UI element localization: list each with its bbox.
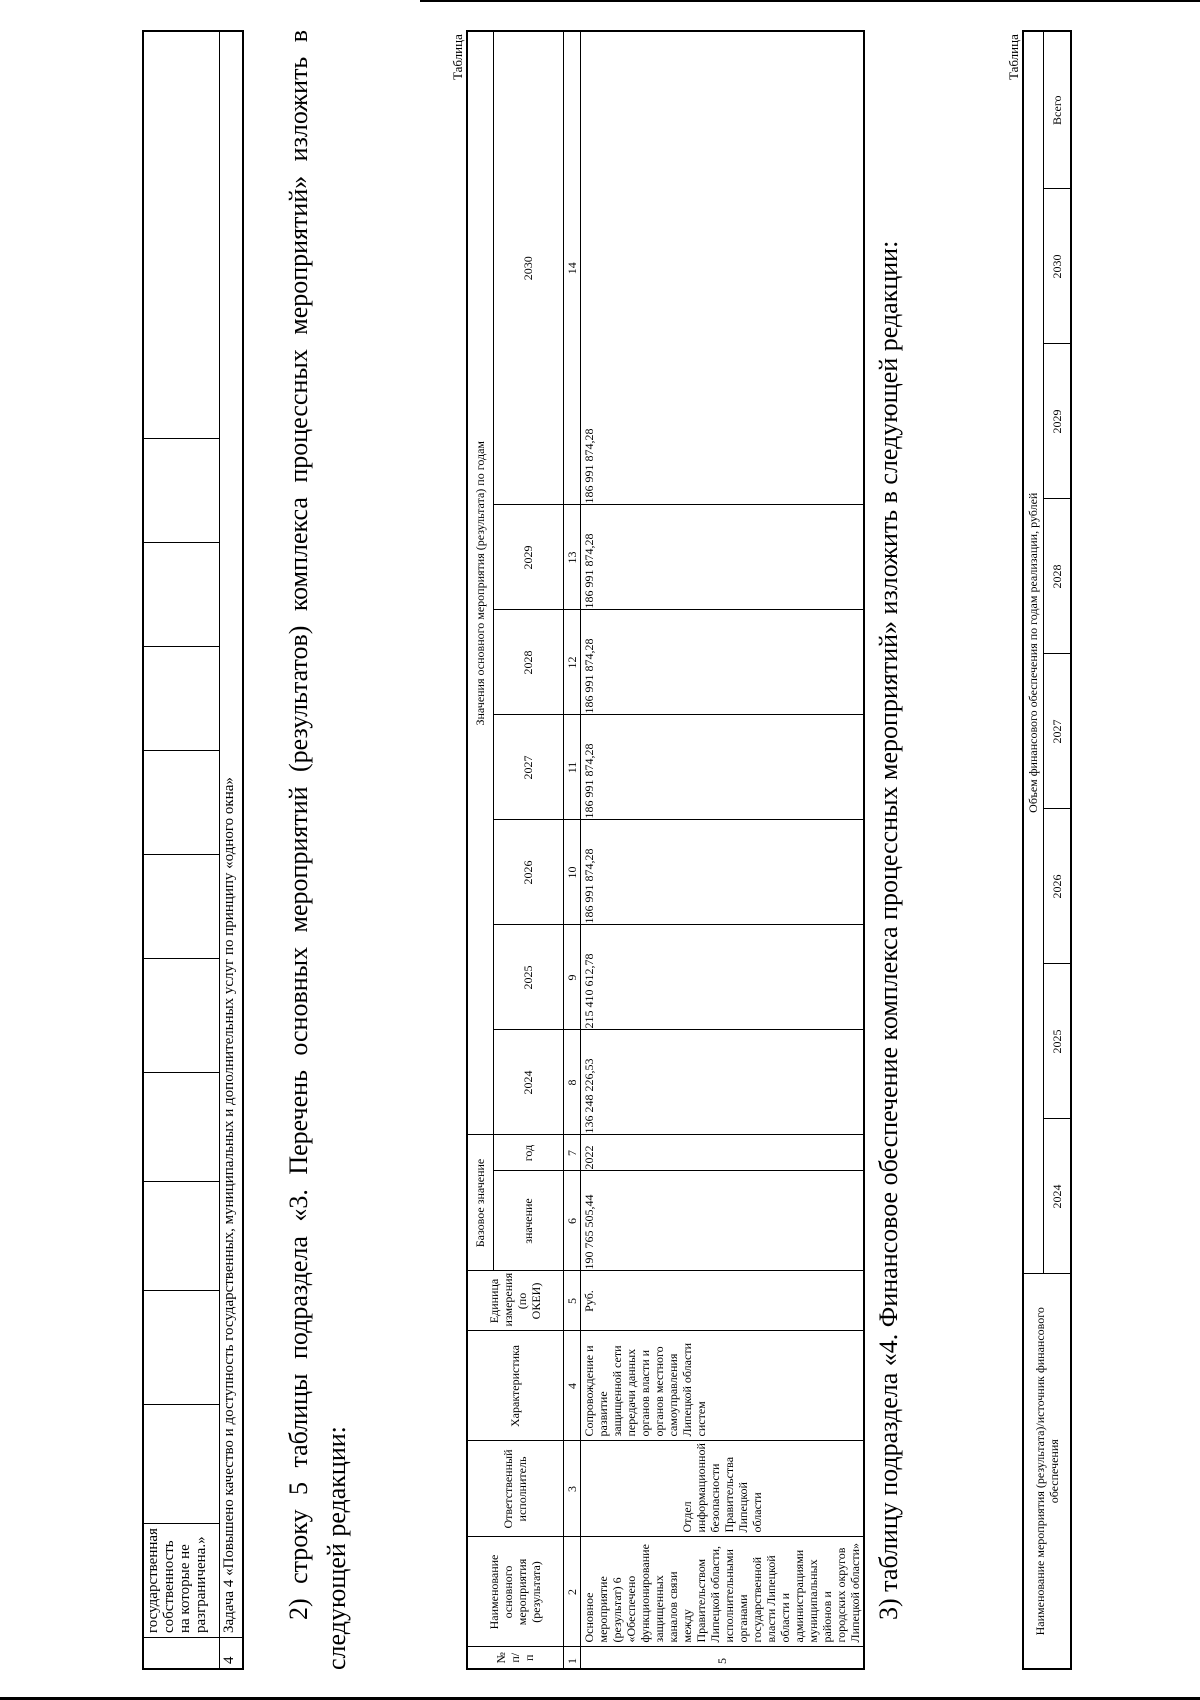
col-number: 8: [563, 1030, 580, 1135]
paragraph-3-text: 3) таблицу подраздела «4. Финансовое обеспечение комплекса процессных мероприятий» изложить в следующей редакции:: [874, 240, 903, 1620]
header-name: Наименование основного мероприятия (результата): [467, 1537, 563, 1647]
fragment-row-text: государственная собственность на которые не разграничена.»: [145, 1528, 209, 1633]
paragraph-2: [280, 30, 356, 1670]
empty-cell: [143, 543, 219, 647]
header-financing-volume: Объем финансового обеспечения по годам реализации, рублей: [1023, 31, 1043, 1274]
top-fragment-table: [142, 30, 244, 1670]
header-base-value: значение: [493, 1171, 563, 1271]
col-number: 9: [563, 925, 580, 1030]
fragment-text-cell: [143, 1524, 219, 1638]
empty-cell: [143, 439, 219, 543]
empty-cell: [143, 1638, 219, 1670]
task-text: Задача 4 «Повышено качество и доступность государственных, муниципальных и дополнительных услуг по принципу «одного окна»: [219, 31, 243, 1638]
col-number: 12: [563, 610, 580, 715]
header-characteristic: Характеристика: [467, 1331, 563, 1441]
paragraph-3: [870, 30, 908, 1670]
header-year: 2025: [1043, 964, 1071, 1119]
table2-header-row-1: [1023, 31, 1043, 1669]
row-value-2028: 186 991 874,28: [580, 610, 864, 715]
empty-cell: [143, 959, 219, 1073]
row-base-value: 190 765 505,44: [580, 1171, 864, 1271]
header-unit: Единица измерения (по ОКЕИ): [467, 1271, 563, 1331]
col-number: 13: [563, 505, 580, 610]
empty-cell: [143, 1182, 219, 1291]
paragraph-2-text: 2) строку 5 таблицы подраздела «3. Перечень основных мероприятий (результатов) комплекса процессных мероприятий» изложить в следующей редакции:: [284, 30, 351, 1670]
col-number: 10: [563, 820, 580, 925]
empty-cell: [143, 855, 219, 959]
header-year: 2029: [493, 505, 563, 610]
table1-header-row-1: [467, 31, 493, 1669]
col-number: 6: [563, 1171, 580, 1271]
empty-cell: [143, 31, 219, 439]
col-number: 3: [563, 1441, 580, 1537]
row-value-2026: 186 991 874,28: [580, 820, 864, 925]
main-events-table: [466, 30, 865, 1670]
col-number: 11: [563, 715, 580, 820]
financing-table: [1022, 30, 1072, 1670]
header-values-group: Значения основного мероприятия (результата) по годам: [467, 31, 493, 1135]
header-base-group: Базовое значение: [467, 1135, 493, 1271]
header-year: 2029: [1043, 344, 1071, 499]
row-value-2030: 186 991 874,28: [580, 31, 864, 505]
col-number: 4: [563, 1331, 580, 1441]
header-year: 2024: [493, 1030, 563, 1135]
table1-caption: Таблица: [450, 34, 465, 80]
row-base-year: 2022: [580, 1135, 864, 1171]
col-number: 1: [563, 1647, 580, 1669]
row-value-2025: 215 410 612,78: [580, 925, 864, 1030]
header-financing-name: Наименование мероприятия (результата)/источник финансового обеспечения: [1023, 1274, 1071, 1669]
empty-cell: [143, 751, 219, 855]
header-year: 2024: [1043, 1119, 1071, 1274]
header-year: 2028: [493, 610, 563, 715]
header-year: 2027: [493, 715, 563, 820]
row-characteristic: Сопровождение и развитие защищенной сети передачи данных органов власти и органов местного самоуправления Липецкой области систем: [580, 1331, 864, 1441]
header-year: 2027: [1043, 654, 1071, 809]
col-number: 2: [563, 1537, 580, 1647]
table1-data-row: [580, 31, 864, 1669]
col-number: 7: [563, 1135, 580, 1171]
header-executor: Ответственный исполнитель: [467, 1441, 563, 1537]
empty-cell: [143, 647, 219, 751]
task-num: 4: [219, 1638, 243, 1670]
row-executor: Отдел информационной безопасности Правительства Липецкой области: [580, 1441, 864, 1537]
col-number: 5: [563, 1271, 580, 1331]
header-num: № п/п: [467, 1647, 563, 1669]
header-year: 2030: [493, 31, 563, 505]
row-num: 5: [580, 1647, 864, 1669]
empty-cell: [143, 1291, 219, 1405]
row-value-2024: 136 248 226,53: [580, 1030, 864, 1135]
header-year: 2025: [493, 925, 563, 1030]
table2-caption: Таблица: [1006, 34, 1021, 80]
col-number: 14: [563, 31, 580, 505]
header-total: Всего: [1043, 31, 1071, 189]
header-year: 2030: [1043, 189, 1071, 344]
row-unit: Руб.: [580, 1271, 864, 1331]
top-fragment-row: [143, 31, 219, 1669]
table1-col-numbers-row: [563, 31, 580, 1669]
task-row: [219, 31, 243, 1669]
row-value-2027: 186 991 874,28: [580, 715, 864, 820]
header-year: 2028: [1043, 499, 1071, 654]
header-year: 2026: [1043, 809, 1071, 964]
header-base-year: год: [493, 1135, 563, 1171]
header-year: 2026: [493, 820, 563, 925]
empty-cell: [143, 1405, 219, 1524]
row-value-2029: 186 991 874,28: [580, 505, 864, 610]
row-name: Основное мероприятие (результат) 6 «Обеспечено функционирование защищенных каналов связи между Правительством Липецкой области, исполнительными органами государственной власти Липецкой области и администрациями муниципальных районов и городских округов Липецкой области»: [580, 1537, 864, 1647]
empty-cell: [143, 1073, 219, 1182]
